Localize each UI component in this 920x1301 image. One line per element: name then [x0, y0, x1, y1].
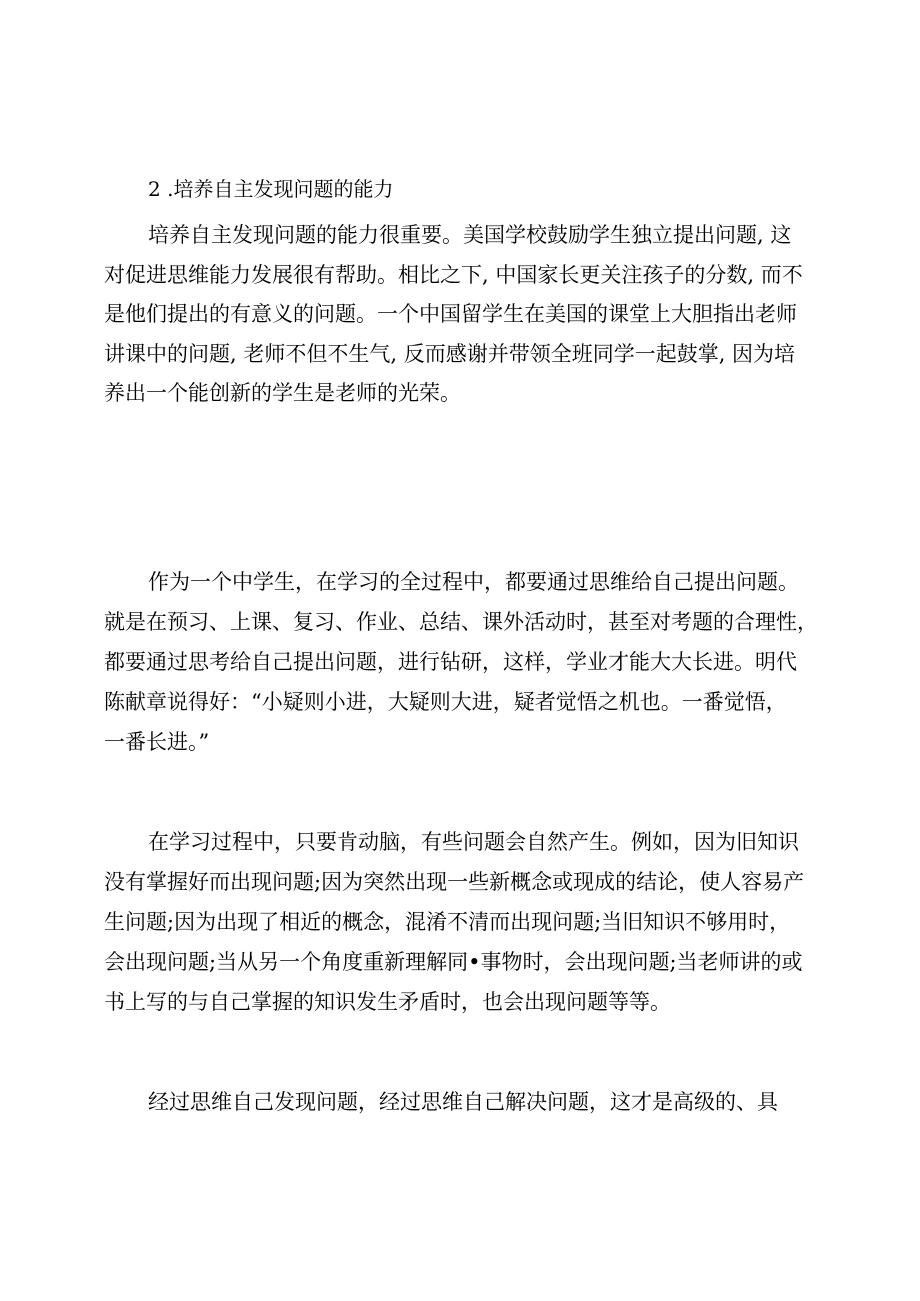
- paragraph-line: 经过思维自己发现问题，经过思维自己解决问题，这才是高级的、具: [148, 1090, 778, 1114]
- paragraph-line: 养出一个能创新的学生是老师的光荣。: [104, 381, 461, 405]
- paragraph-line: 一番长进。”: [104, 730, 210, 754]
- paragraph-line: 生问题;因为出现了相近的概念，混淆不清而出现问题;当旧知识不够用时，: [104, 910, 791, 934]
- paragraph-line: 讲课中的问题, 老师不但不生气, 反而感谢并带领全班同学一起鼓掌, 因为培: [104, 341, 796, 366]
- paragraph-line: 是他们提出的有意义的问题。一个中国留学生在美国的课堂上大胆指出老师: [104, 302, 797, 326]
- paragraph-line: 书上写的与自己掌握的知识发生矛盾时，也会出现问题等等。: [104, 990, 671, 1014]
- paragraph-line: 都要通过思考给自己提出问题，进行钻研，这样，学业才能大大长进。明代: [104, 650, 797, 674]
- paragraph-line: 对促进思维能力发展很有帮助。相比之下, 中国家长更关注孩子的分数, 而不: [104, 262, 803, 287]
- paragraph-3: [104, 823, 824, 1023]
- paragraph-1: [104, 216, 824, 414]
- paragraph-line: 会出现问题;当从另一个角度重新理解同•事物时，会出现问题;当老师讲的或: [104, 950, 803, 974]
- paragraph-line: 作为一个中学生，在学习的全过程中，都要通过思维给自己提出问题。: [148, 570, 799, 594]
- section-heading: 2 .培养自主发现问题的能力: [148, 177, 394, 201]
- paragraph-line: 就是在预习、上课、复习、作业、总结、课外活动时，甚至对考题的合理性，: [104, 610, 818, 634]
- paragraph-2: [104, 563, 824, 763]
- paragraph-line: 没有掌握好而出现问题;因为突然出现一些新概念或现成的结论，使人容易产: [104, 870, 805, 894]
- paragraph-line: 培养自主发现问题的能力很重要。美国学校鼓励学生独立提出问题, 这: [148, 223, 792, 247]
- paragraph-4: [104, 1083, 824, 1123]
- paragraph-line: 陈献章说得好：“小疑则小进，大疑则大进，疑者觉悟之机也。一番觉悟，: [104, 690, 787, 714]
- paragraph-line: 在学习过程中，只要肯动脑，有些问题会自然产生。例如，因为旧知识: [148, 830, 799, 854]
